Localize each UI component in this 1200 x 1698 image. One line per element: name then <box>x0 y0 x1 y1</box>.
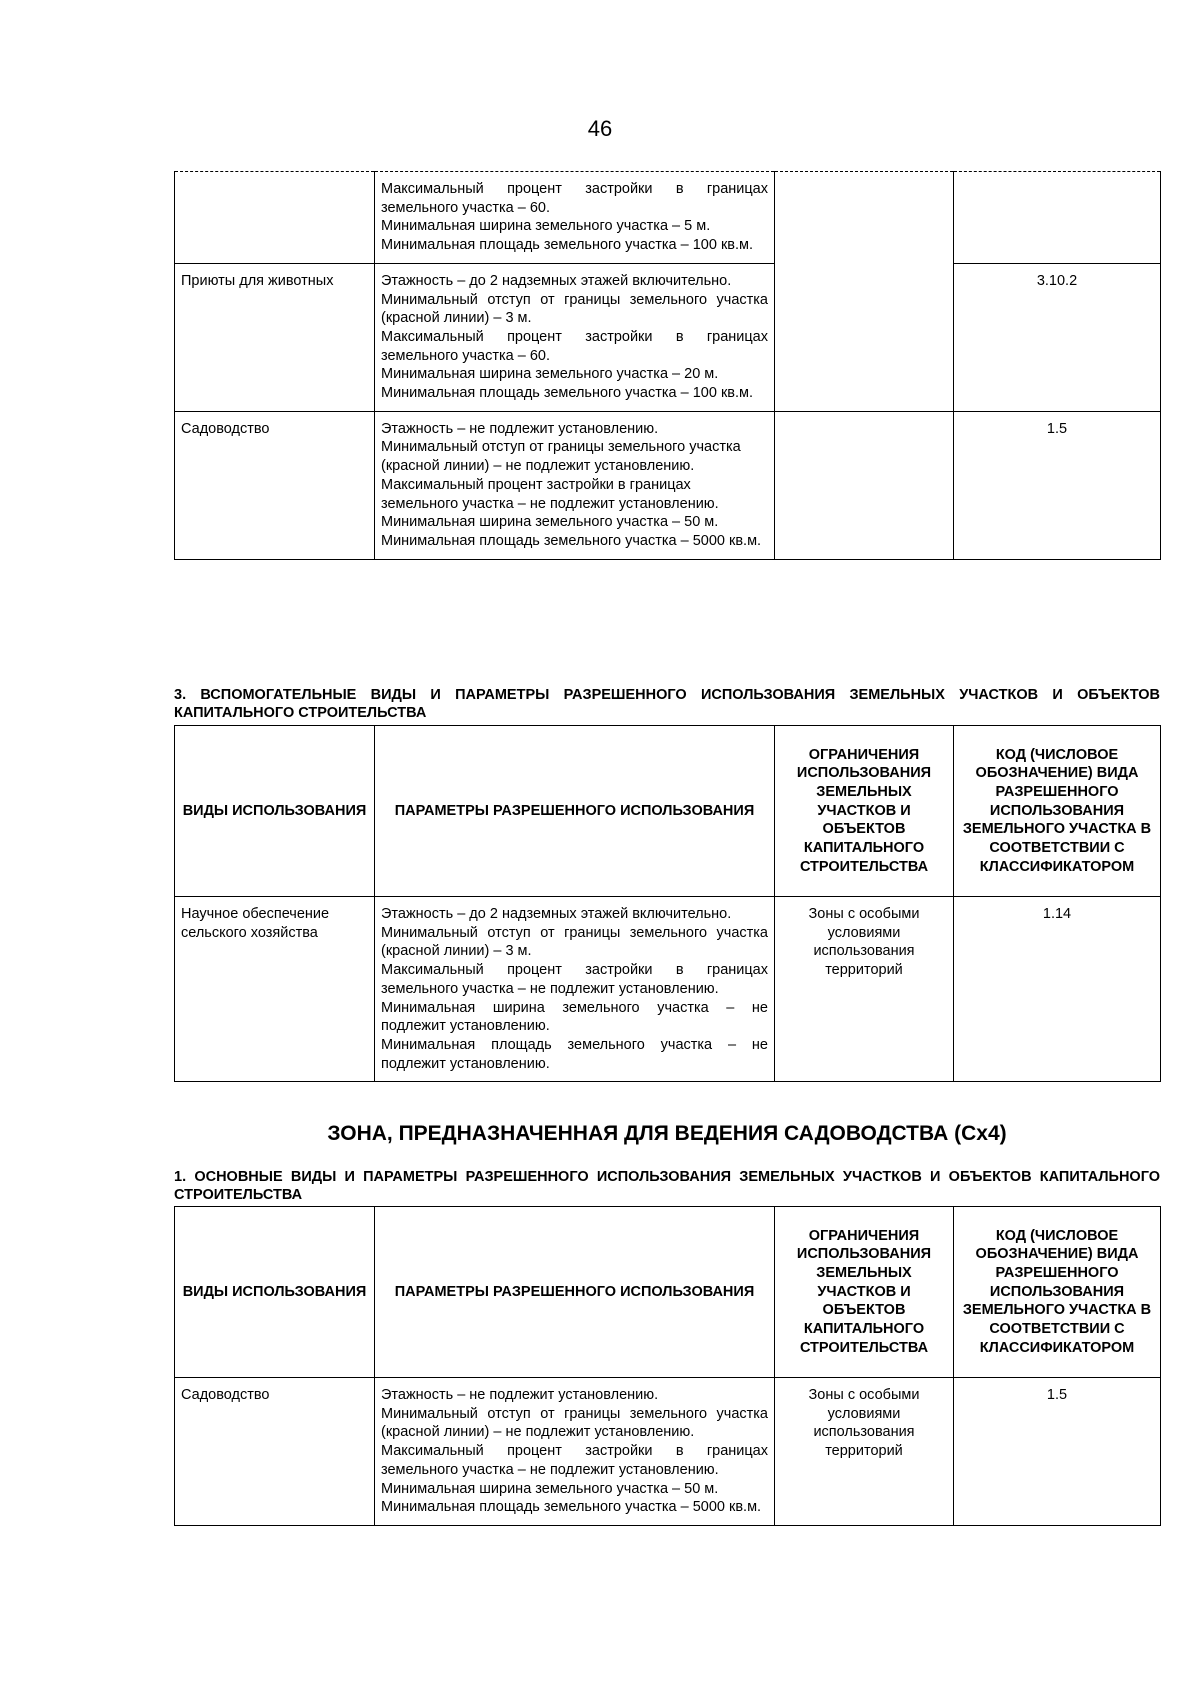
params-cell <box>375 172 775 264</box>
type-cell <box>175 172 375 264</box>
params-text: Этажность – не подлежит установлению. Минимальный отступ от границы земельного участка (красной линии) – не подлежит установлению. Максимальный процент застройки в границах земельного участка – не подлежит установлению. Минимальная ширина земельного участка – 50 м. Минимальная площадь земельного участка – 5000 кв.м. <box>381 420 762 549</box>
header-params: ПАРАМЕТРЫ РАЗРЕШЕННОГО ИСПОЛЬЗОВАНИЯ <box>375 726 775 897</box>
table-row <box>175 172 1161 264</box>
header-row <box>175 726 1161 897</box>
header-types: ВИДЫ ИСПОЛЬЗОВАНИЯ <box>175 726 375 897</box>
params-text: Этажность – до 2 надземных этажей включительно. Минимальный отступ от границы земельного участка (красной линии) – 3 м. Максимальный процент застройки в границах земельного участка – 60. Минимальная ширина земельного участка – 20 м. Минимальная площадь земельного участка – 100 кв.м. <box>381 272 768 402</box>
aux-table <box>174 725 1161 1082</box>
params-text: Этажность – до 2 надземных этажей включительно. Минимальный отступ от границы земельного участка (красной линии) – 3 м. Максимальный процент застройки в границах земельного участка – не подлежит установлению. Минимальная ширина земельного участка – не подлежит установлению. Минимальная площадь земельного участка – не подлежит установлению. <box>381 906 768 1072</box>
header-params: ПАРАМЕТРЫ РАЗРЕШЕННОГО ИСПОЛЬЗОВАНИЯ <box>375 1207 775 1378</box>
table-row <box>175 897 1161 1082</box>
header-code: КОД (ЧИСЛОВОЕ ОБОЗНАЧЕНИЕ) ВИДА РАЗРЕШЕННОГО ИСПОЛЬЗОВАНИЯ ЗЕМЕЛЬНОГО УЧАСТКА В СООТВЕТСТВИИ С КЛАССИФИКАТОРОМ <box>954 726 1161 897</box>
table-row <box>175 411 1161 559</box>
main-section-heading: 1. ОСНОВНЫЕ ВИДЫ И ПАРАМЕТРЫ РАЗРЕШЕННОГО ИСПОЛЬЗОВАНИЯ ЗЕМЕЛЬНЫХ УЧАСТКОВ И ОБЪЕКТОВ КАПИТАЛЬНОГО СТРОИТЕЛЬСТВА <box>174 1169 1160 1203</box>
header-code: КОД (ЧИСЛОВОЕ ОБОЗНАЧЕНИЕ) ВИДА РАЗРЕШЕННОГО ИСПОЛЬЗОВАНИЯ ЗЕМЕЛЬНОГО УЧАСТКА В СООТВЕТСТВИИ С КЛАССИФИКАТОРОМ <box>954 1207 1161 1378</box>
restriction-cell <box>775 172 954 412</box>
header-row <box>175 1207 1161 1378</box>
params-cell <box>375 1378 775 1526</box>
params-cell <box>375 411 775 559</box>
params-text: Этажность – не подлежит установлению. Минимальный отступ от границы земельного участка (красной линии) – не подлежит установлению. Максимальный процент застройки в границах земельного участка – не подлежит установлению. Минимальная ширина земельного участка – 50 м. Минимальная площадь земельного участка – 5000 кв.м. <box>381 1387 768 1516</box>
restriction-cell <box>775 411 954 559</box>
code-cell <box>954 172 1161 264</box>
page-number: 46 <box>587 116 613 141</box>
code-cell: 3.10.2 <box>954 263 1161 411</box>
main-table <box>174 1206 1161 1526</box>
code-cell: 1.5 <box>954 1378 1161 1526</box>
aux-section-heading: 3. ВСПОМОГАТЕЛЬНЫЕ ВИДЫ И ПАРАМЕТРЫ РАЗРЕШЕННОГО ИСПОЛЬЗОВАНИЯ ЗЕМЕЛЬНЫХ УЧАСТКОВ И ОБЪЕКТОВ КАПИТАЛЬНОГО СТРОИТЕЛЬСТВА <box>174 687 1160 721</box>
continued-table <box>174 171 1161 560</box>
header-restrictions: ОГРАНИЧЕНИЯ ИСПОЛЬЗОВАНИЯ ЗЕМЕЛЬНЫХ УЧАСТКОВ И ОБЪЕКТОВ КАПИТАЛЬНОГО СТРОИТЕЛЬСТВА <box>775 1207 954 1378</box>
code-cell: 1.5 <box>954 411 1161 559</box>
restriction-cell: Зоны с особыми условиями использования территорий <box>775 1378 954 1526</box>
type-cell: Садоводство <box>175 411 375 559</box>
params-cell <box>375 897 775 1082</box>
params-text: Максимальный процент застройки в границах земельного участка – 60. Минимальная ширина земельного участка – 5 м. Минимальная площадь земельного участка – 100 кв.м. <box>381 181 768 254</box>
table-row <box>175 263 1161 411</box>
params-cell <box>375 263 775 411</box>
code-cell: 1.14 <box>954 897 1161 1082</box>
zone-title: ЗОНА, ПРЕДНАЗНАЧЕННАЯ ДЛЯ ВЕДЕНИЯ САДОВОДСТВА (Сх4) <box>327 1122 1007 1145</box>
restriction-cell: Зоны с особыми условиями использования территорий <box>775 897 954 1082</box>
type-cell: Приюты для животных <box>175 263 375 411</box>
table-row <box>175 1378 1161 1526</box>
header-types: ВИДЫ ИСПОЛЬЗОВАНИЯ <box>175 1207 375 1378</box>
type-cell: Садоводство <box>175 1378 375 1526</box>
header-restrictions: ОГРАНИЧЕНИЯ ИСПОЛЬЗОВАНИЯ ЗЕМЕЛЬНЫХ УЧАСТКОВ И ОБЪЕКТОВ КАПИТАЛЬНОГО СТРОИТЕЛЬСТВА <box>775 726 954 897</box>
type-cell: Научное обеспечение сельского хозяйства <box>175 897 375 1082</box>
